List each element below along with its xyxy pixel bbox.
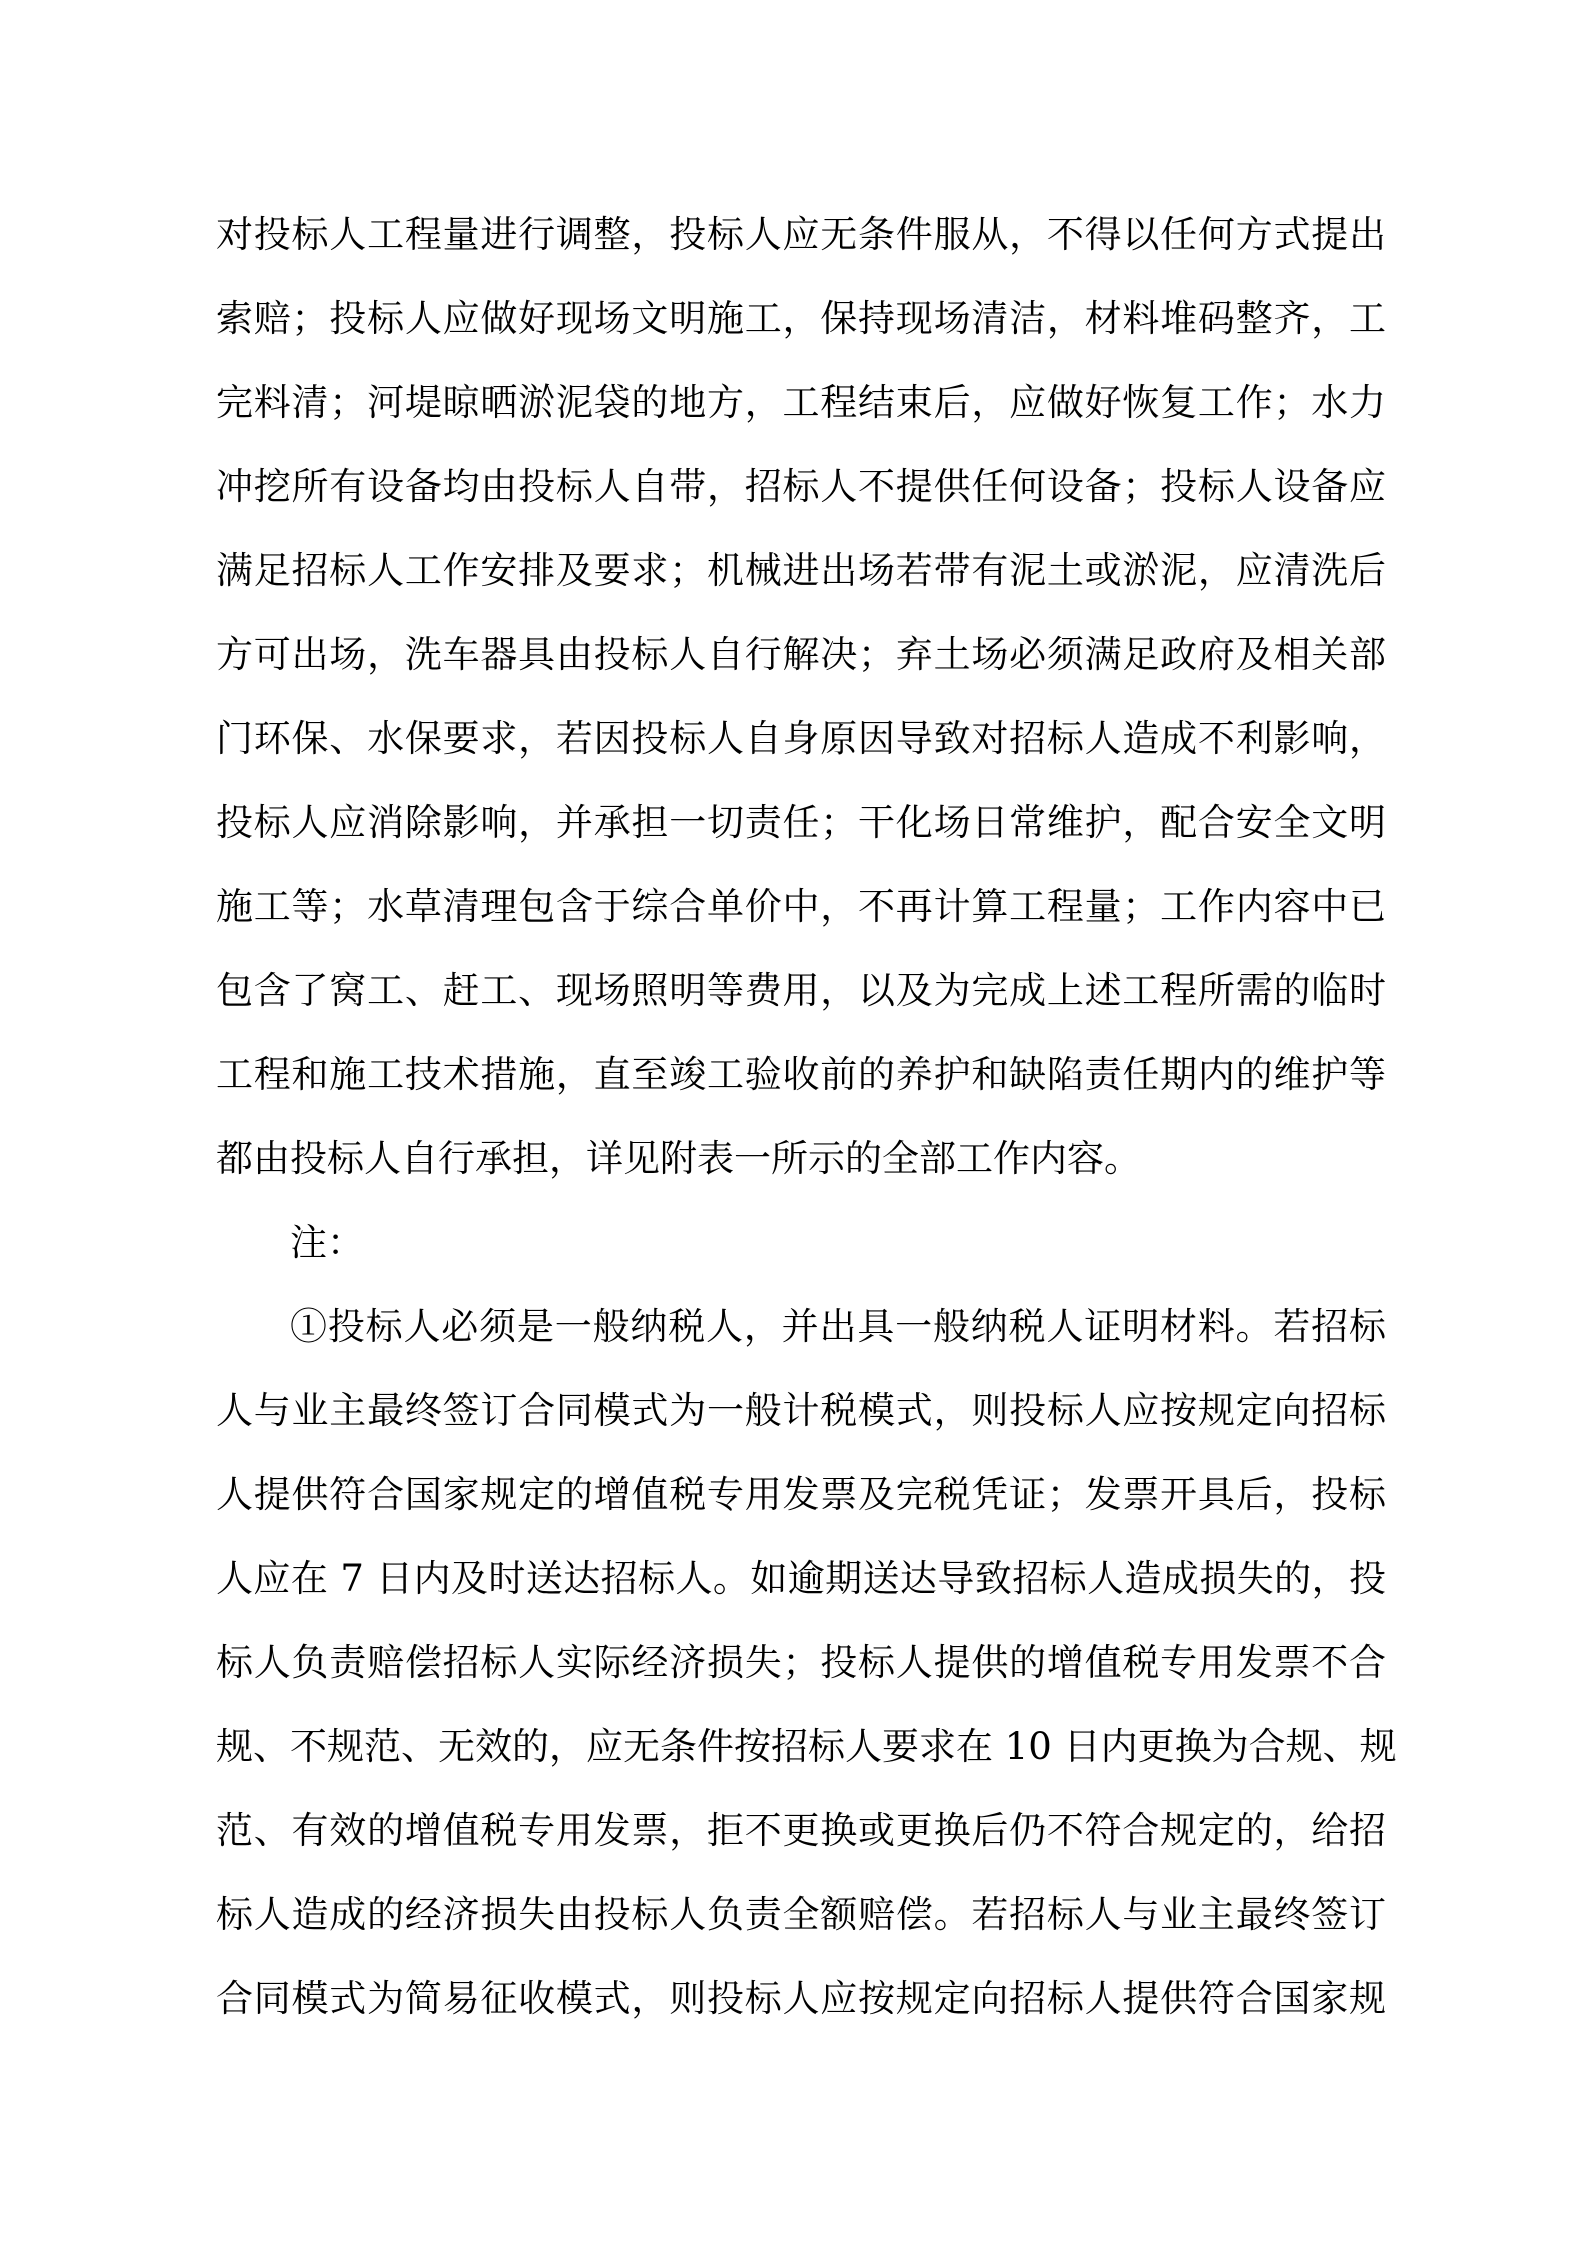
text-line: 满足招标人工作安排及要求；机械进出场若带有泥土或淤泥，应清洗后 <box>216 549 1386 592</box>
text-line: 方可出场，洗车器具由投标人自行解决；弃土场必须满足政府及相关部 <box>216 633 1386 676</box>
text-line: 规、不规范、无效的，应无条件按招标人要求在 10 日内更换为合规、规 <box>216 1725 1397 1768</box>
text-line: ①投标人必须是一般纳税人，并出具一般纳税人证明材料。若招标 <box>290 1305 1386 1348</box>
note-label: 注： <box>290 1221 364 1264</box>
text-line: 都由投标人自行承担，详见附表一所示的全部工作内容。 <box>216 1137 1141 1180</box>
text-line: 索赔；投标人应做好现场文明施工，保持现场清洁，材料堆码整齐，工 <box>216 297 1386 340</box>
text-line: 标人造成的经济损失由投标人负责全额赔偿。若招标人与业主最终签订 <box>216 1893 1386 1936</box>
text-line: 门环保、水保要求，若因投标人自身原因导致对招标人造成不利影响， <box>216 717 1386 760</box>
text-line: 人与业主最终签订合同模式为一般计税模式，则投标人应按规定向招标 <box>216 1389 1386 1432</box>
text-line: 人提供符合国家规定的增值税专用发票及完税凭证；发票开具后，投标 <box>216 1473 1386 1516</box>
text-line: 包含了窝工、赶工、现场照明等费用，以及为完成上述工程所需的临时 <box>216 969 1386 1012</box>
text-line: 标人负责赔偿招标人实际经济损失；投标人提供的增值税专用发票不合 <box>216 1641 1386 1684</box>
text-line: 完料清；河堤晾晒淤泥袋的地方，工程结束后，应做好恢复工作；水力 <box>216 381 1386 424</box>
text-line: 合同模式为简易征收模式，则投标人应按规定向招标人提供符合国家规 <box>216 1977 1386 2020</box>
text-line: 人应在 7 日内及时送达招标人。如逾期送达导致招标人造成损失的，投 <box>216 1557 1386 1600</box>
text-line: 范、有效的增值税专用发票，拒不更换或更换后仍不符合规定的，给招 <box>216 1809 1386 1852</box>
text-line: 对投标人工程量进行调整，投标人应无条件服从，不得以任何方式提出 <box>216 213 1386 256</box>
text-line: 冲挖所有设备均由投标人自带，招标人不提供任何设备；投标人设备应 <box>216 465 1386 508</box>
text-line: 工程和施工技术措施，直至竣工验收前的养护和缺陷责任期内的维护等 <box>216 1053 1386 1096</box>
text-line: 投标人应消除影响，并承担一切责任；干化场日常维护，配合安全文明 <box>216 801 1386 844</box>
text-line: 施工等；水草清理包含于综合单价中，不再计算工程量；工作内容中已 <box>216 885 1386 928</box>
